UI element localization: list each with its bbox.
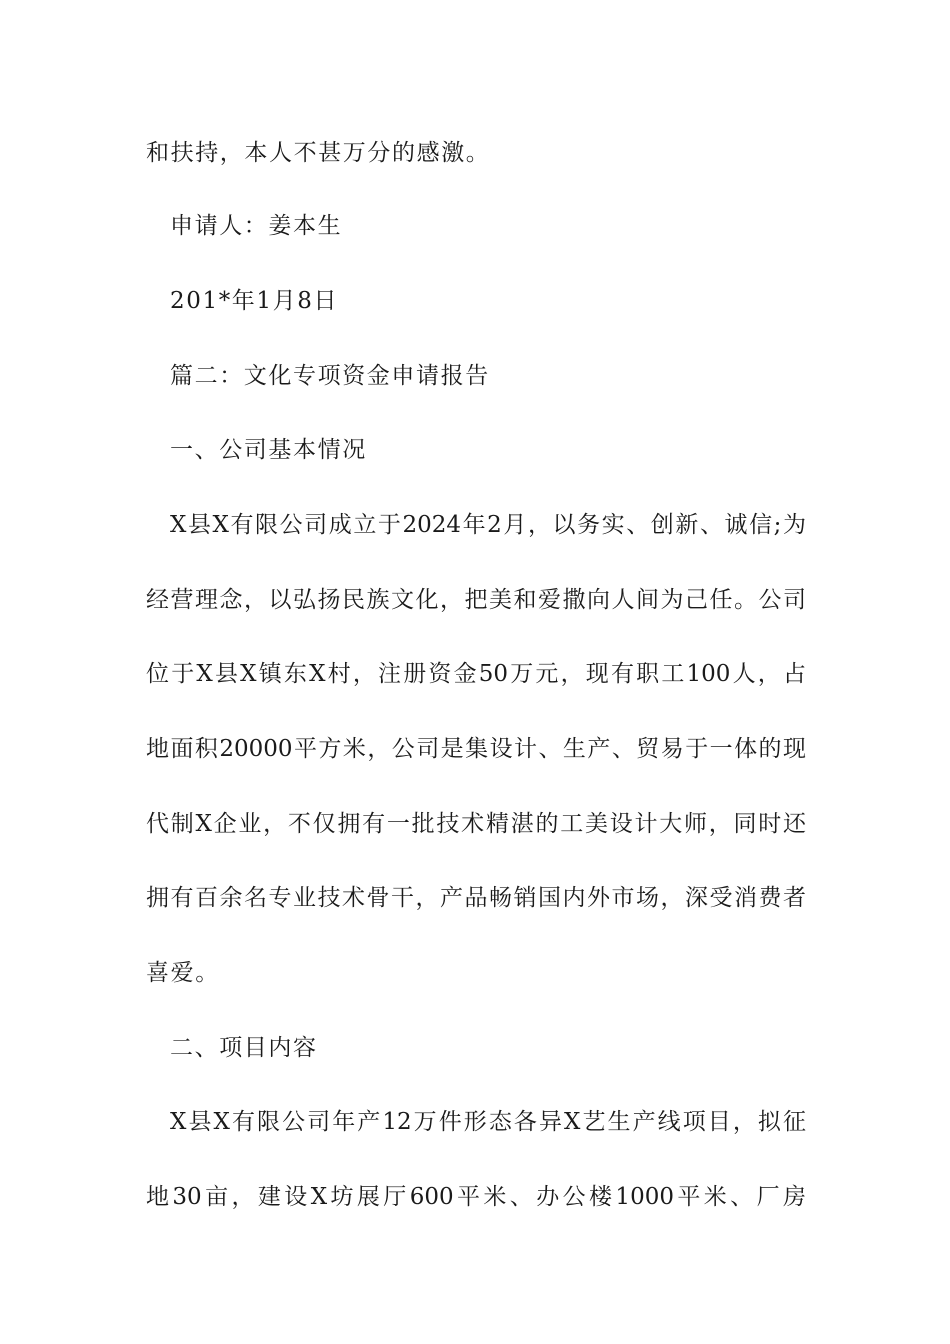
paragraph-line: 经营理念，以弘扬民族文化，把美和爱撒向人间为己任。公司 <box>146 587 806 613</box>
section-title: 篇二：文化专项资金申请报告 <box>170 363 490 389</box>
paragraph-line: 地面积20000平方米，公司是集设计、生产、贸易于一体的现 <box>146 736 806 762</box>
paragraph-line: X县X有限公司年产12万件形态各异X艺生产线项目，拟征 <box>170 1109 806 1135</box>
paragraph-line: 代制X企业，不仅拥有一批技术精湛的工美设计大师，同时还 <box>146 811 806 837</box>
section-heading: 二、项目内容 <box>170 1035 318 1061</box>
applicant-line: 申请人：姜本生 <box>170 213 343 239</box>
paragraph-line: 地30亩，建设X坊展厅600平米、办公楼1000平米、厂房 <box>146 1184 806 1210</box>
paragraph-line: 和扶持，本人不甚万分的感激。 <box>146 140 491 166</box>
paragraph-line: X县X有限公司成立于2024年2月，以务实、创新、诚信;为 <box>170 512 806 538</box>
section-heading: 一、公司基本情况 <box>170 437 367 463</box>
paragraph-line: 拥有百余名专业技术骨干，产品畅销国内外市场，深受消费者 <box>146 885 806 911</box>
paragraph-line: 位于X县X镇东X村，注册资金50万元，现有职工100人，占 <box>146 661 806 687</box>
paragraph-line: 喜爱。 <box>146 960 220 986</box>
date-line: 201*年1月8日 <box>170 288 339 314</box>
